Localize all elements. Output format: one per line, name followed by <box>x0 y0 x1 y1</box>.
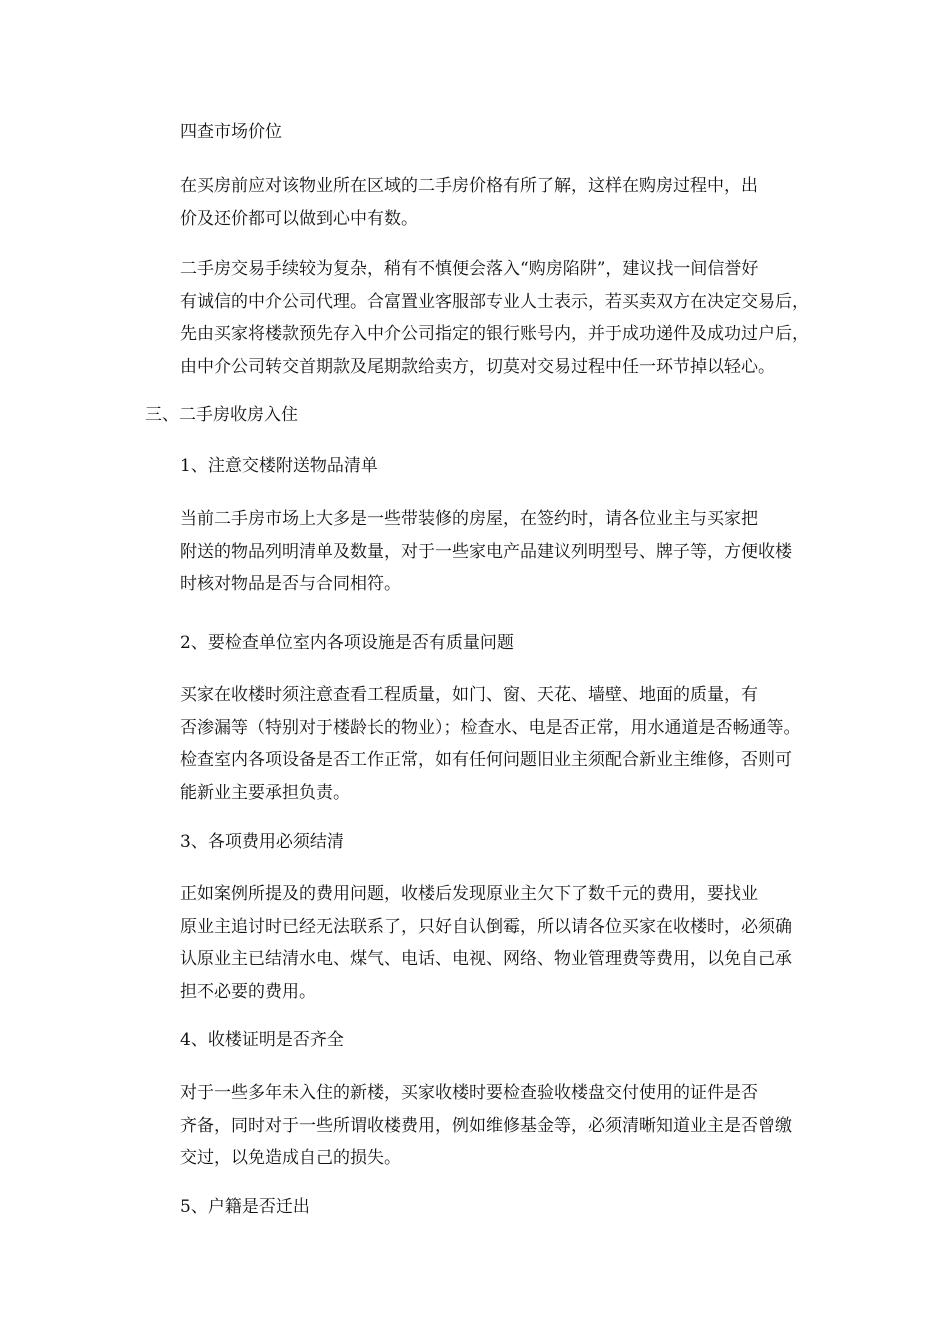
paragraph-line: 对于一些多年未入住的新楼，买家收楼时要检查验收楼盘交付使用的证件是否 <box>180 1083 758 1103</box>
paragraph-line: 买家在收楼时须注意查看工程质量，如门、窗、天花、墙壁、地面的质量，有 <box>180 685 758 705</box>
paragraph-line: 正如案例所提及的费用问题，收楼后发现原业主欠下了数千元的费用，要找业 <box>180 884 758 904</box>
subheading-quality-check: 2、要检查单位室内各项设施是否有质量问题 <box>180 633 514 653</box>
paragraph-line: 在买房前应对该物业所在区域的二手房价格有所了解，这样在购房过程中，出 <box>180 176 758 196</box>
subheading-household-registration: 5、户籍是否迁出 <box>180 1197 310 1217</box>
paragraph-line: 有诚信的中介公司代理。合富置业客服部专业人士表示，若买卖双方在决定交易后， <box>180 291 809 312</box>
section-heading-move-in: 三、二手房收房入住 <box>145 405 298 425</box>
paragraph-line: 齐备，同时对于一些所谓收楼费用，例如维修基金等，必须清晰知道业主是否曾缴 <box>180 1115 792 1136</box>
paragraph-line: 认原业主已结清水电、煤气、电话、电视、网络、物业管理费等费用，以免自己承 <box>180 949 792 969</box>
paragraph-line: 由中介公司转交首期款及尾期款给卖方，切莫对交易过程中任一环节掉以轻心。 <box>180 356 775 377</box>
paragraph-line: 当前二手房市场上大多是一些带装修的房屋，在签约时，请各位业主与买家把 <box>180 509 758 529</box>
paragraph-market-price <box>145 170 805 235</box>
subheading-fees-settled: 3、各项费用必须结清 <box>180 832 344 852</box>
section-heading-market-price: 四查市场价位 <box>180 122 282 142</box>
paragraph-line: 时核对物品是否与合同相符。 <box>180 574 401 594</box>
paragraph-line: 能新业主要承担负责。 <box>180 782 350 803</box>
paragraph-line: 附送的物品列明清单及数量，对于一些家电产品建议列明型号、牌子等，方便收楼 <box>180 541 792 562</box>
paragraph-agency-advice <box>145 253 809 383</box>
paragraph-line: 原业主追讨时已经无法联系了，只好自认倒霉，所以请各位买家在收楼时，必须确 <box>180 916 792 937</box>
paragraph-certificates <box>145 1077 805 1175</box>
paragraph-fees-settled <box>145 878 805 1008</box>
paragraph-line: 担不必要的费用。 <box>180 981 316 1002</box>
paragraph-line: 否渗漏等（特别对于楼龄长的物业）；检查水、电是否正常，用水通道是否畅通等。 <box>180 717 801 738</box>
paragraph-line: 交过，以免造成自己的损失。 <box>180 1148 401 1168</box>
paragraph-line: 先由买家将楼款预先存入中介公司指定的银行账号内，并于成功递件及成功过户后， <box>180 324 809 344</box>
paragraph-line: 检查室内各项设备是否工作正常，如有任何问题旧业主须配合新业主维修，否则可 <box>180 750 792 770</box>
paragraph-line: 价及还价都可以做到心中有数。 <box>180 208 418 229</box>
subheading-item-list: 1、注意交楼附送物品清单 <box>180 456 378 476</box>
paragraph-item-list <box>145 503 805 601</box>
paragraph-line: 二手房交易手续较为复杂，稍有不慎便会落入“购房陷阱”，建议找一间信誉好 <box>180 259 759 279</box>
subheading-certificates: 4、收楼证明是否齐全 <box>180 1030 344 1050</box>
paragraph-quality-check <box>145 679 805 809</box>
